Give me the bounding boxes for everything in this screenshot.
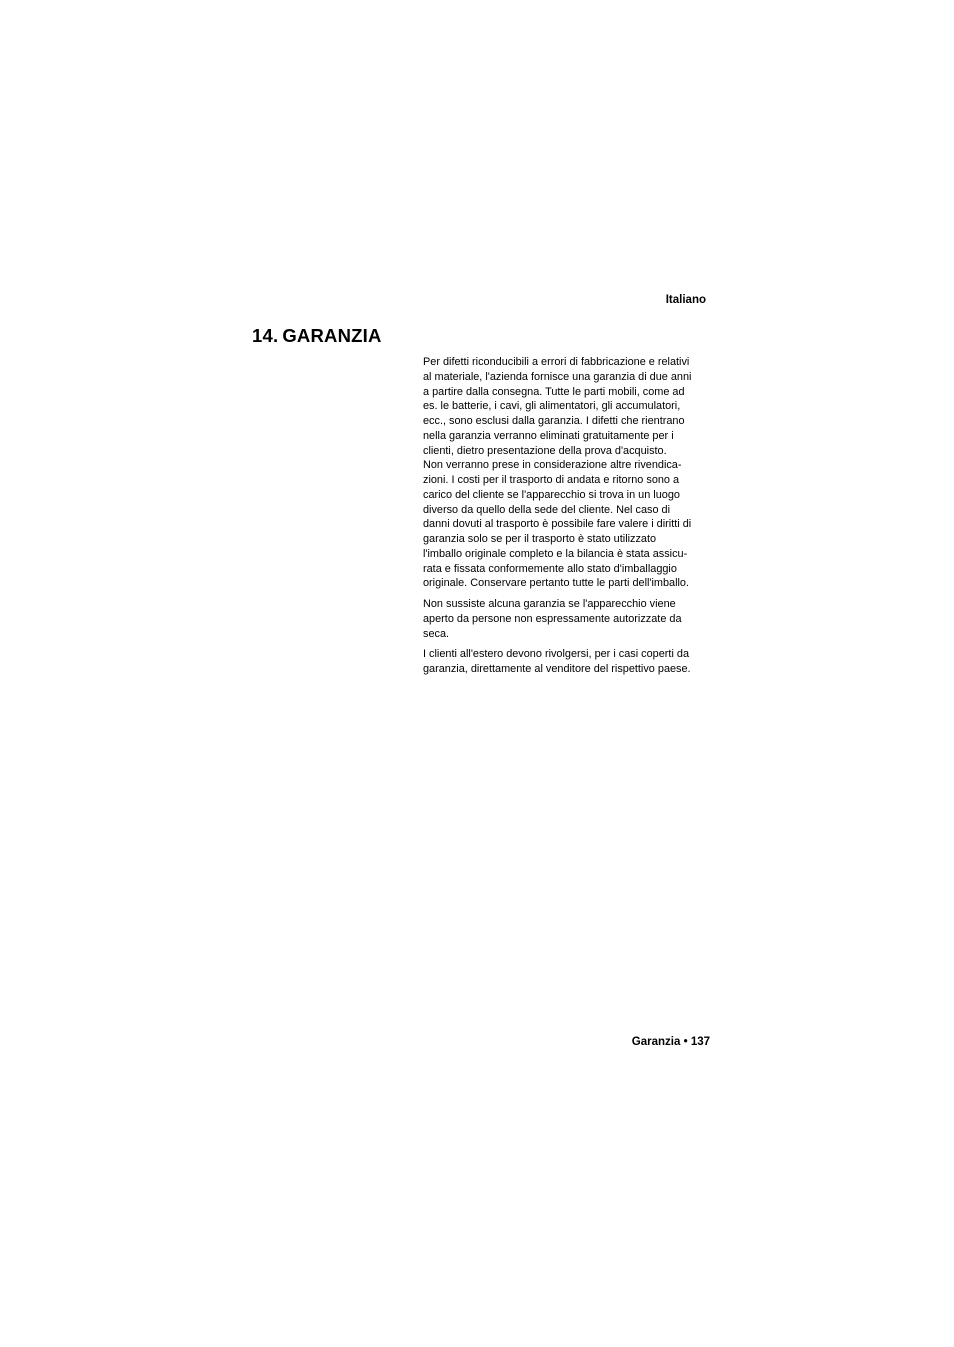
text-line: I clienti all'estero devono rivolgersi, per i casi coperti da: [423, 648, 690, 661]
text-line: Per difetti riconducibili a errori di fabbricazione e relativi: [423, 356, 690, 368]
text-line: Non verranno prese in considerazione altre rivendica-: [423, 459, 682, 472]
text-line: rata e fissata conformemente allo stato d'imballaggio: [423, 562, 677, 575]
text-line: garanzia solo se per il trasporto è stato utilizzato: [423, 533, 657, 545]
text-line: al materiale, l'azienda fornisce una garanzia di due anni: [423, 370, 692, 383]
text-line: originale. Conservare pertanto tutte le parti dell'imballo.: [423, 577, 690, 590]
text-line: Non sussiste alcuna garanzia se l'apparecchio viene: [423, 598, 676, 610]
text-line: danni dovuti al trasporto è possibile fare valere i diritti di: [423, 518, 692, 531]
text-line: carico del cliente se l'apparecchio si trova in un luogo: [423, 488, 680, 501]
page-number: 137: [690, 1036, 710, 1048]
text-line: a partire dalla consegna. Tutte le parti mobili, come ad: [423, 385, 685, 398]
section-title: GARANZIA: [282, 325, 382, 346]
body-text: [423, 355, 709, 683]
text-line: l'imballo originale completo e la bilancia è stata assicu-: [423, 547, 688, 560]
paragraph-warranty-terms: [423, 355, 709, 591]
text-line: zioni. I costi per il trasporto di andata e ritorno sono a: [423, 474, 680, 486]
section-number: 14.: [252, 325, 279, 346]
section-heading: [252, 324, 382, 348]
text-line: es. le batterie, i cavi, gli alimentatori, gli accumulatori,: [423, 400, 681, 413]
text-line: garanzia, direttamente al venditore del rispettivo paese.: [423, 663, 691, 675]
footer-section-name: Garanzia: [631, 1036, 681, 1048]
text-line: seca.: [423, 627, 450, 640]
text-line: aperto da persone non espressamente autorizzate da: [423, 612, 682, 625]
paragraph-foreign-customers: [423, 647, 709, 677]
paragraph-unauthorized-opening: [423, 597, 709, 641]
language-label: Italiano: [665, 294, 706, 306]
text-line: nella garanzia verranno eliminati gratuitamente per i: [423, 429, 674, 442]
page-footer: [560, 1035, 710, 1049]
text-line: clienti, dietro presentazione della prova d'acquisto.: [423, 444, 667, 457]
text-line: ecc., sono esclusi dalla garanzia. I difetti che rientrano: [423, 415, 685, 427]
footer-separator: •: [683, 1036, 688, 1048]
text-line: diverso da quello della sede del cliente. Nel caso di: [423, 503, 671, 516]
